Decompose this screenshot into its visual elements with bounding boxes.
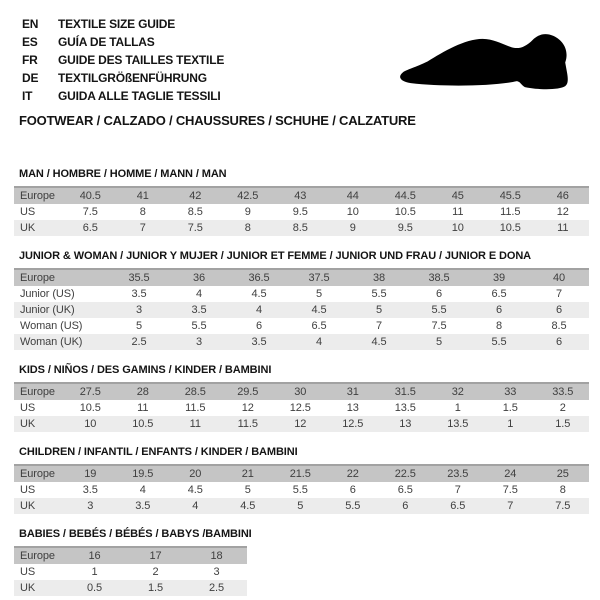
size-value: 27.5 [64,383,117,400]
size-value: 5.5 [274,482,327,498]
size-value: 10.5 [64,400,117,416]
size-value: 12 [274,416,327,432]
size-value: 39 [469,269,529,286]
size-value: 38.5 [409,269,469,286]
size-table [14,186,589,236]
size-value: 6.5 [469,286,529,302]
row-label: Europe [14,187,64,204]
size-value: 30 [274,383,327,400]
size-value: 9 [327,220,380,236]
size-table-section-4 [14,528,589,596]
size-value: 43 [274,187,327,204]
category-title: FOOTWEAR / CALZADO / CHAUSSURES / SCHUHE / CALZATURE [19,113,416,128]
table-row [14,498,589,514]
table-row [14,318,589,334]
size-value: 16 [64,547,125,564]
size-value: 6.5 [64,220,117,236]
size-value: 6 [327,482,380,498]
size-value: 6 [469,302,529,318]
size-value: 8 [222,220,275,236]
size-value: 8 [537,482,590,498]
size-value: 7 [117,220,170,236]
size-value: 11 [432,204,485,220]
language-code: ES [22,35,38,49]
table-row [14,383,589,400]
size-value: 4 [117,482,170,498]
table-title: BABIES / BEBÉS / BÉBÉS / BABYS /BAMBINI [19,528,252,540]
size-value: 6.5 [379,482,432,498]
row-label: UK [14,220,64,236]
size-value: 20 [169,465,222,482]
size-value: 6 [229,318,289,334]
size-value: 3.5 [229,334,289,350]
row-label: UK [14,498,64,514]
table-row [14,334,589,350]
size-value: 7.5 [169,220,222,236]
table-row [14,465,589,482]
size-value: 42.5 [222,187,275,204]
size-value: 1 [432,400,485,416]
size-value: 4.5 [169,482,222,498]
size-value: 4.5 [349,334,409,350]
table-row [14,302,589,318]
language-title: GUÍA DE TALLAS [58,35,155,49]
size-value: 12 [222,400,275,416]
size-value: 6 [409,286,469,302]
size-value: 13 [379,416,432,432]
size-value: 2 [125,564,186,580]
size-value: 12.5 [274,400,327,416]
table-row [14,564,247,580]
language-title: GUIDE DES TAILLES TEXTILE [58,53,225,67]
size-value: 5.5 [409,302,469,318]
size-value: 13.5 [379,400,432,416]
size-value: 1 [64,564,125,580]
row-label: Europe [14,465,64,482]
size-value: 40.5 [64,187,117,204]
language-code: DE [22,71,39,85]
size-value: 45 [432,187,485,204]
size-value: 29.5 [222,383,275,400]
size-value: 19 [64,465,117,482]
size-value: 42 [169,187,222,204]
size-value: 4 [169,286,229,302]
size-value: 10.5 [379,204,432,220]
size-value: 3 [64,498,117,514]
size-value: 40 [529,269,589,286]
size-value: 23.5 [432,465,485,482]
size-value: 9.5 [274,204,327,220]
size-tables [14,168,589,596]
size-value: 11 [537,220,590,236]
size-value: 5.5 [349,286,409,302]
size-value: 25 [537,465,590,482]
row-label: UK [14,416,64,432]
size-value: 7 [529,286,589,302]
size-value: 3.5 [64,482,117,498]
language-code: EN [22,17,39,31]
size-value: 11.5 [484,204,537,220]
size-value: 7 [349,318,409,334]
size-value: 3 [186,564,247,580]
size-value: 9 [222,204,275,220]
row-label: Europe [14,383,64,400]
table-row [14,187,589,204]
size-value: 4.5 [229,286,289,302]
size-value: 6.5 [432,498,485,514]
language-title: TEXTILGRÖßENFÜHRUNG [58,71,207,85]
table-title: JUNIOR & WOMAN / JUNIOR Y MUJER / JUNIOR ET FEMME / JUNIOR UND FRAU / JUNIOR E DONA [19,250,532,262]
size-value: 13.5 [432,416,485,432]
table-row [14,269,589,286]
size-value: 1.5 [537,416,590,432]
language-title: TEXTILE SIZE GUIDE [58,17,176,31]
size-value: 5 [109,318,169,334]
size-value: 2.5 [186,580,247,596]
size-value: 5 [289,286,349,302]
language-title: GUIDA ALLE TAGLIE TESSILI [58,89,221,103]
size-value: 6 [379,498,432,514]
size-value: 4.5 [289,302,349,318]
size-value: 31.5 [379,383,432,400]
size-value: 11 [169,416,222,432]
size-value: 21 [222,465,275,482]
size-value: 3 [169,334,229,350]
table-row [14,416,589,432]
table-row [14,580,247,596]
table-row [14,204,589,220]
size-value: 12 [537,204,590,220]
size-value: 46 [537,187,590,204]
size-value: 3.5 [117,498,170,514]
size-table-section-2 [14,364,589,432]
table-row [14,482,589,498]
row-label: Junior (UK) [14,302,109,318]
size-value: 28.5 [169,383,222,400]
row-label: Woman (US) [14,318,109,334]
size-value: 44.5 [379,187,432,204]
size-value: 7 [432,482,485,498]
size-value: 13 [327,400,380,416]
size-value: 5 [349,302,409,318]
size-table [14,546,247,596]
size-value: 18 [186,547,247,564]
size-value: 36 [169,269,229,286]
size-value: 37.5 [289,269,349,286]
size-table [14,382,589,432]
row-label: Europe [14,269,109,286]
size-value: 45.5 [484,187,537,204]
row-label: Woman (UK) [14,334,109,350]
size-value: 5.5 [169,318,229,334]
size-table [14,464,589,514]
table-row [14,220,589,236]
size-value: 11.5 [169,400,222,416]
size-value: 38 [349,269,409,286]
size-value: 32 [432,383,485,400]
size-value: 9.5 [379,220,432,236]
size-value: 4 [229,302,289,318]
row-label: Europe [14,547,64,564]
size-value: 5.5 [469,334,529,350]
size-value: 8.5 [529,318,589,334]
size-value: 5 [409,334,469,350]
table-title: MAN / HOMBRE / HOMME / MANN / MAN [19,168,227,180]
row-label: US [14,482,64,498]
table-row [14,547,247,564]
size-value: 6 [529,334,589,350]
size-value: 8.5 [169,204,222,220]
size-table-section-3 [14,446,589,514]
table-title: KIDS / NIÑOS / DES GAMINS / KINDER / BAMBINI [19,364,272,376]
size-value: 7 [484,498,537,514]
size-value: 2 [537,400,590,416]
size-value: 10.5 [484,220,537,236]
size-value: 10 [432,220,485,236]
size-table [14,268,589,350]
size-value: 22 [327,465,380,482]
size-value: 5 [222,482,275,498]
size-value: 33.5 [537,383,590,400]
size-value: 31 [327,383,380,400]
size-table-section-1 [14,250,589,350]
size-value: 35.5 [109,269,169,286]
size-value: 24 [484,465,537,482]
size-value: 7.5 [537,498,590,514]
size-value: 5.5 [327,498,380,514]
size-value: 17 [125,547,186,564]
dress-shoe-icon [396,30,578,94]
size-value: 4 [169,498,222,514]
row-label: US [14,564,64,580]
size-value: 12.5 [327,416,380,432]
size-value: 1.5 [125,580,186,596]
size-value: 28 [117,383,170,400]
size-value: 7.5 [484,482,537,498]
size-value: 21.5 [274,465,327,482]
language-code: IT [22,89,33,103]
size-value: 10 [327,204,380,220]
size-value: 1 [484,416,537,432]
size-value: 8 [469,318,529,334]
size-value: 44 [327,187,380,204]
size-value: 7.5 [64,204,117,220]
size-value: 3.5 [169,302,229,318]
size-value: 11 [117,400,170,416]
size-value: 2.5 [109,334,169,350]
row-label: Junior (US) [14,286,109,302]
size-value: 6 [529,302,589,318]
size-value: 33 [484,383,537,400]
size-value: 8.5 [274,220,327,236]
size-value: 6.5 [289,318,349,334]
size-value: 3.5 [109,286,169,302]
table-row [14,286,589,302]
size-value: 10 [64,416,117,432]
size-value: 11.5 [222,416,275,432]
size-value: 7.5 [409,318,469,334]
language-code: FR [22,53,38,67]
size-value: 3 [109,302,169,318]
row-label: UK [14,580,64,596]
size-value: 36.5 [229,269,289,286]
row-label: US [14,204,64,220]
size-value: 8 [117,204,170,220]
table-row [14,400,589,416]
size-value: 19.5 [117,465,170,482]
row-label: US [14,400,64,416]
size-value: 4.5 [222,498,275,514]
size-value: 0.5 [64,580,125,596]
size-table-section-0 [14,168,589,236]
size-value: 10.5 [117,416,170,432]
size-value: 5 [274,498,327,514]
size-value: 41 [117,187,170,204]
size-value: 1.5 [484,400,537,416]
table-title: CHILDREN / INFANTIL / ENFANTS / KINDER / BAMBINI [19,446,298,458]
size-value: 22.5 [379,465,432,482]
size-value: 4 [289,334,349,350]
